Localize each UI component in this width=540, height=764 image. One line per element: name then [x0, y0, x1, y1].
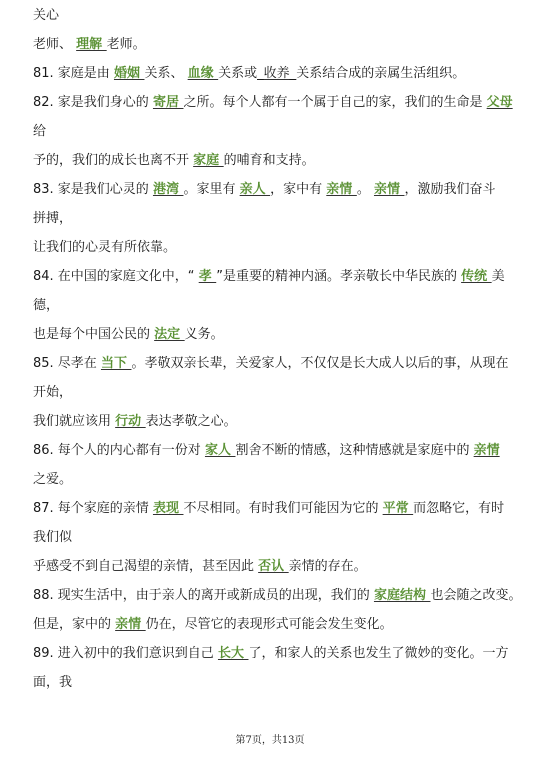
- line-text: 之爱。: [33, 472, 73, 487]
- line-text: 85. 尽孝在: [33, 356, 101, 371]
- text-line: [33, 385, 518, 401]
- blank-answer: 血缘: [187, 66, 219, 81]
- blank-answer: 理解: [76, 37, 107, 52]
- blank-answer: 父母: [486, 95, 513, 110]
- text-line: [33, 211, 518, 227]
- line-text: 关系结合成的亲属生活组织。: [296, 66, 466, 81]
- line-text: 82. 家是我们身心的: [33, 95, 153, 110]
- text-line: [33, 153, 518, 169]
- line-text: 仍在，尽管它的表现形式可能会发生变化。: [145, 617, 393, 632]
- page-footer: 第7页，共13页: [235, 735, 305, 746]
- text-line: [33, 356, 518, 372]
- text-line: [33, 8, 518, 24]
- text-line: [33, 298, 518, 314]
- blank-answer: 表现: [152, 501, 184, 516]
- blank-answer: 当下: [100, 356, 132, 371]
- line-text: 关系或: [218, 66, 258, 81]
- line-text: 84. 在中国的家庭文化中，“: [33, 269, 199, 284]
- line-text: 也是每个中国公民的: [33, 327, 155, 342]
- text-line: [33, 675, 518, 691]
- line-text: 。: [356, 182, 374, 197]
- text-line: [33, 182, 518, 198]
- line-text: 我们似: [33, 530, 73, 545]
- blank-answer: 亲情: [473, 443, 500, 458]
- blank-answer: 行动: [115, 414, 146, 429]
- line-text: 88. 现实生活中，由于亲人的离开或新成员的出现，我们的: [33, 588, 374, 603]
- blank-answer: 婚姻: [113, 66, 145, 81]
- line-text: 89. 进入初中的我们意识到自己: [33, 646, 218, 661]
- line-text: ，家中有: [270, 182, 327, 197]
- line-text: 让我们的心灵有所依靠。: [33, 240, 177, 255]
- text-line: [33, 269, 518, 285]
- line-text: 表达孝敬之心。: [145, 414, 237, 429]
- text-line: [33, 95, 518, 111]
- line-text: 美: [491, 269, 505, 284]
- blank-answer: 长大: [217, 646, 249, 661]
- line-text: 81. 家庭是由: [33, 66, 114, 81]
- text-line: [33, 559, 518, 575]
- line-text: 之所。每个人都有一个属于自己的家，我们的生命是: [183, 95, 487, 110]
- blank-answer: 亲情: [326, 182, 357, 197]
- line-text: 乎感受不到自己渴望的亲情，甚至因此: [33, 559, 259, 574]
- line-text: ，激励我们奋斗: [404, 182, 496, 197]
- line-text: 给: [33, 124, 47, 139]
- line-text: 予的，我们的成长也离不开: [33, 153, 194, 168]
- line-text: 拼搏，: [33, 211, 73, 226]
- blank-answer: 寄居: [152, 95, 184, 110]
- blank-answer: 否认: [258, 559, 289, 574]
- line-text: 亲情的存在。: [288, 559, 367, 574]
- underlined-text: _收养_: [257, 66, 297, 81]
- line-text: 83. 家是我们心灵的: [33, 182, 153, 197]
- blank-answer: 传统: [461, 269, 492, 284]
- text-line: [33, 414, 518, 430]
- text-line: [33, 588, 522, 604]
- blank-answer: 法定: [154, 327, 185, 342]
- text-line: [33, 646, 518, 662]
- blank-answer: 亲情: [373, 182, 405, 197]
- line-text: 关心: [33, 8, 60, 23]
- text-line: [33, 501, 518, 517]
- line-text: 德，: [33, 298, 60, 313]
- text-line: [33, 240, 518, 256]
- blank-answer: 亲人: [239, 182, 271, 197]
- blank-answer: 平常: [382, 501, 414, 516]
- text-line: [33, 37, 518, 53]
- line-text: 。孝敬双亲长辈，关爱家人，不仅仅是长大成人以后的事，从现在: [131, 356, 509, 371]
- line-text: 的哺育和支持。: [223, 153, 315, 168]
- text-line: [33, 66, 518, 82]
- text-line: [33, 124, 518, 140]
- line-text: 86. 每个人的内心都有一份对: [33, 443, 205, 458]
- line-text: 而忽略它，有时: [413, 501, 505, 516]
- line-text: 割舍不断的情感，这种情感就是家庭中的: [235, 443, 474, 458]
- line-text: 面，我: [33, 675, 73, 690]
- blank-answer: 亲情: [115, 617, 146, 632]
- line-text: 了，和家人的关系也发生了微妙的变化。一方: [248, 646, 509, 661]
- line-text: 。家里有: [183, 182, 240, 197]
- line-text: 义务。: [184, 327, 224, 342]
- blank-answer: 孝: [198, 269, 217, 284]
- line-text: 老师。: [106, 37, 146, 52]
- text-line: [33, 443, 518, 459]
- text-line: [33, 617, 518, 633]
- blank-answer: 港湾: [152, 182, 184, 197]
- line-text: 开始，: [33, 385, 73, 400]
- text-line: [33, 530, 518, 546]
- line-text: 老师、: [33, 37, 77, 52]
- line-text: 87. 每个家庭的亲情: [33, 501, 153, 516]
- line-text: 也会随之改变。: [430, 588, 522, 603]
- blank-answer: 家庭结构: [373, 588, 431, 603]
- line-text: 不尽相同。有时我们可能因为它的: [183, 501, 383, 516]
- line-text: 但是，家中的: [33, 617, 116, 632]
- line-text: 我们就应该用: [33, 414, 116, 429]
- line-text: ”是重要的精神内涵。孝亲敬长中华民族的: [216, 269, 462, 284]
- line-text: 关系、: [144, 66, 188, 81]
- blank-answer: 家人: [204, 443, 236, 458]
- text-line: [33, 472, 518, 488]
- blank-answer: 家庭: [193, 153, 224, 168]
- text-line: [33, 327, 518, 343]
